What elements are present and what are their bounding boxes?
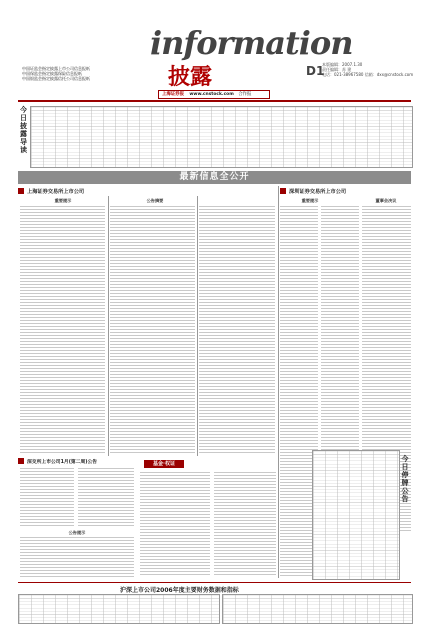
note-line: 中国证监会指定披露上市公司信息报纸 (22, 66, 90, 71)
meta-line: 责任编辑：苏 建 (322, 67, 352, 72)
masthead-notes (22, 66, 142, 81)
masthead-title-cn: 披露 (168, 65, 213, 90)
index-title-vertical: 今日披露导读 (20, 106, 27, 154)
financial-table-left (18, 594, 220, 624)
text-column (20, 537, 134, 579)
sub-head: 公告摘要 (146, 198, 164, 203)
sub-head: 公告提示 (68, 530, 86, 535)
text-column (20, 468, 74, 528)
column-rule (108, 196, 109, 456)
note-line: 中国保监会指定披露保险信息报纸 (22, 71, 82, 76)
meta-line: 电话：021-38967580 信箱：dxx@cnstock.com (322, 72, 414, 77)
brand-left: 上海证券报 (162, 92, 184, 97)
sub-head: 董事会决议 (375, 198, 397, 203)
note-line: 中国银监会指定披露信托公司信息报纸 (22, 76, 90, 81)
text-column (199, 206, 275, 454)
index-table (30, 106, 413, 168)
sub-head: 重要提示 (301, 198, 319, 203)
brand-right: 合作报 (238, 92, 252, 97)
text-column (78, 468, 134, 528)
masthead-rule (18, 100, 411, 102)
meta-line: 本版编辑：2007.1.30 (322, 62, 363, 67)
brand-strip (158, 90, 270, 99)
sub-head: 重要提示 (54, 198, 72, 203)
side-vertical-title: 今日停牌公告 (401, 455, 409, 503)
section-title-bottom: 沪深上市公司2006年度主要财务数据和指标 (120, 587, 239, 594)
text-column (20, 206, 105, 454)
brand-url: www.cnstock.com (189, 92, 234, 97)
text-column (214, 472, 276, 576)
section-title-shenzhen: 深圳证券交易所上市公司 (289, 189, 347, 195)
text-column (140, 472, 210, 576)
section-marker (18, 188, 24, 194)
section-marker (280, 188, 286, 194)
page-number: D1 (306, 64, 325, 78)
section-title-lower-left: 深交所上市公司1月(第二周)公告 (27, 460, 98, 465)
column-rule (278, 186, 279, 578)
column-rule (197, 196, 198, 456)
banner: 最新信息全公开 (18, 171, 411, 184)
suspension-table (312, 450, 400, 580)
financial-table-right (222, 594, 413, 624)
fund-tag: 基金·权证 (144, 460, 184, 468)
bottom-rule (18, 582, 411, 583)
section-title-shanghai: 上海证券交易所上市公司 (27, 189, 85, 195)
masthead-title-en: information (150, 24, 353, 62)
masthead-meta (322, 62, 422, 77)
section-marker (18, 458, 24, 464)
text-column (110, 206, 195, 454)
